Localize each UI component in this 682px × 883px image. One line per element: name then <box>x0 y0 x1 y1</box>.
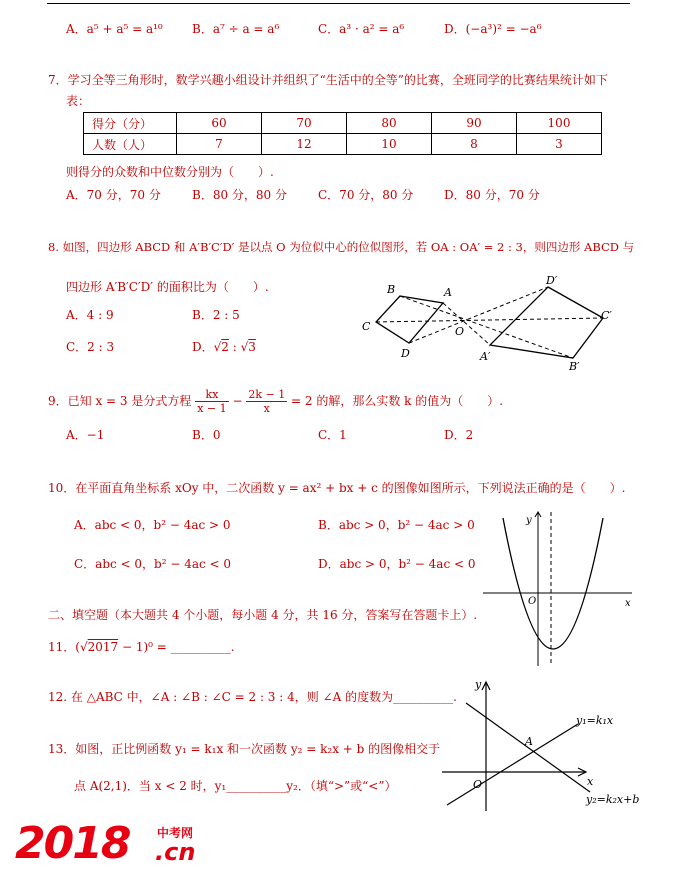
label-b-prime: B′ <box>569 360 580 373</box>
q6-option-a: A．a⁵ + a⁵ = a¹⁰ <box>66 22 163 36</box>
label-o: O <box>473 778 483 791</box>
q8-option-d-radicand-2: 3 <box>248 340 256 354</box>
label-o: O <box>455 325 465 338</box>
label-y1-equation: y₁=k₁x <box>576 714 614 727</box>
label-c: C <box>362 320 371 333</box>
q12-answer-blank[interactable]: __________ <box>393 690 454 704</box>
q9-suffix: = 2 的解，那么实数 k 的值为（ ）. <box>291 394 504 408</box>
q8-option-a: A．4 : 9 <box>66 308 114 322</box>
q9-prefix: 9．已知 x = 3 是分式方程 <box>48 394 192 408</box>
table-cell: 90 <box>432 113 517 134</box>
sqrt-symbol: √ <box>240 340 249 354</box>
q11-answer-blank[interactable]: __________ <box>170 640 231 654</box>
table-cell: 12 <box>262 134 347 155</box>
table-cell: 7 <box>177 134 262 155</box>
q9-option-b: B．0 <box>192 428 221 442</box>
fraction-denominator: x − 1 <box>197 402 227 415</box>
q10-option-b: B．abc > 0，b² − 4ac > 0 <box>318 518 475 532</box>
table-cell: 70 <box>262 113 347 134</box>
label-y2-equation: y₂=k₂x+b <box>586 793 640 806</box>
label-y: y <box>475 678 482 691</box>
fraction-numerator: 2k − 1 <box>248 388 286 401</box>
label-x: x <box>587 775 594 788</box>
label-d-prime: D′ <box>546 274 558 287</box>
table-cell: 10 <box>347 134 432 155</box>
q11-expression-end: − 1)⁰ = <box>118 640 167 654</box>
q8-stem-line1: 8. 如图，四边形 ABCD 和 A′B′C′D′ 是以点 O 为位似中心的位似图形，若 OA : OA′ = 2 : 3，则四边形 ABCD 与 <box>48 240 635 254</box>
q10-stem: 10．在平面直角坐标系 xOy 中，二次函数 y = ax² + bx + c 的图像如图所示，下列说法正确的是（ ）. <box>48 481 626 495</box>
label-x: x <box>625 598 631 609</box>
q7-option-b: B．80 分，80 分 <box>192 188 287 202</box>
table-cell: 60 <box>177 113 262 134</box>
label-c-prime: C′ <box>601 309 612 322</box>
q10-option-a: A．abc < 0，b² − 4ac > 0 <box>74 518 231 532</box>
section-2-heading: 二、填空题（本大题共 4 个小题，每小题 4 分，共 16 分，答案写在答题卡上）. <box>48 608 478 622</box>
label-a-prime: A′ <box>480 350 491 363</box>
q8-option-d-colon: : <box>228 340 241 354</box>
q7-option-c: C．70 分，80 分 <box>318 188 414 202</box>
table-cell: 3 <box>517 134 602 155</box>
q11-number: 11． <box>48 640 76 654</box>
q8-option-d-radicand-1: 2 <box>221 340 229 354</box>
table-header-cell: 人数（人） <box>84 134 177 155</box>
q13-answer-blank[interactable]: __________ <box>226 779 287 793</box>
sqrt-symbol: √ <box>79 640 88 654</box>
table-cell: 80 <box>347 113 432 134</box>
q6-option-c: C．a³ · a² = a⁶ <box>318 22 405 36</box>
q9-option-a: A．−1 <box>66 428 105 442</box>
q9-minus: − <box>232 394 243 408</box>
q8-stem-line2: 四边形 A′B′C′D′ 的面积比为（ ）. <box>66 280 269 294</box>
q11-open-paren: ( <box>75 640 80 654</box>
q7-stem-line1: 7．学习全等三角形时，数学兴趣小组设计并组织了“生活中的全等”的比赛，全班同学的比赛结果统计如下 <box>48 73 608 87</box>
label-d: D <box>401 347 410 360</box>
logo-brand: 中考网 <box>157 826 194 840</box>
q8-option-c: C．2 : 3 <box>66 340 115 354</box>
q9-option-c: C．1 <box>318 428 347 442</box>
label-y: y <box>526 515 532 526</box>
q7-option-a: A．70 分，70 分 <box>66 188 161 202</box>
q11-period: . <box>230 640 235 654</box>
q13-stem-pre: 点 A(2,1)．当 x < 2 时，y₁ <box>74 779 227 793</box>
label-a: A <box>444 286 452 299</box>
q6-option-d: D．(−a³)² = −a⁶ <box>444 22 542 36</box>
fraction-numerator: kx <box>195 388 228 402</box>
logo-domain: .cn <box>155 838 196 866</box>
logo-year: 2018 <box>15 818 130 869</box>
q8-option-d-prefix: D． <box>192 340 214 354</box>
label-o: O <box>528 596 537 607</box>
q12-period: . <box>453 690 457 704</box>
sqrt-symbol: √ <box>213 340 222 354</box>
q6-option-b: B．a⁷ ÷ a = a⁶ <box>192 22 280 36</box>
q13-stem-post: y₂．（填“>”或“<”） <box>286 779 397 793</box>
q10-option-d: D．abc > 0，b² − 4ac < 0 <box>318 557 476 571</box>
q8-option-b: B．2 : 5 <box>192 308 240 322</box>
q9-option-d: D．2 <box>444 428 474 442</box>
zhongkao-logo <box>15 818 129 869</box>
q7-option-d: D．80 分，70 分 <box>444 188 540 202</box>
q10-option-c: C．abc < 0，b² − 4ac < 0 <box>74 557 232 571</box>
q11-radicand: 2017 <box>87 640 119 654</box>
q7-question: 则得分的众数和中位数分别为（ ）. <box>66 165 274 179</box>
table-header-cell: 得分（分） <box>84 113 177 134</box>
table-cell: 100 <box>517 113 602 134</box>
q12-text: 12. 在 △ABC 中，∠A : ∠B : ∠C = 2 : 3 : 4，则 ∠A 的度数为 <box>48 690 394 704</box>
table-cell: 8 <box>432 134 517 155</box>
q13-stem-line1: 13．如图，正比例函数 y₁ = k₁x 和一次函数 y₂ = k₂x + b 的图像相交于 <box>48 742 441 756</box>
label-b: B <box>387 283 396 296</box>
label-point-a: A <box>525 735 533 748</box>
fraction-denominator: x <box>263 402 270 415</box>
q7-stem-line2: 表： <box>66 94 91 108</box>
